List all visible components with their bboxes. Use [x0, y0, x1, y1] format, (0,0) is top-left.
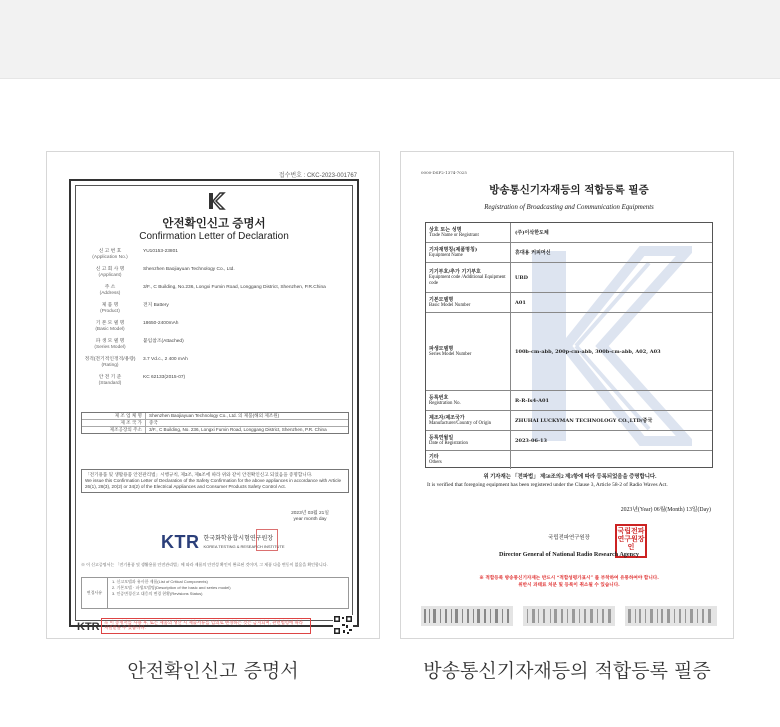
doc-number: 접수번호 : CKC-2023-001767	[278, 173, 357, 179]
manufacturer-row: 제 조 국 가 중국	[82, 420, 348, 427]
official-seal-icon	[256, 529, 278, 551]
field-row: 주 소 (Address) 3/F., C Building, No.236, Longxi Fumin Road, Longgang District, Shenzhen, P.R.China	[99, 285, 326, 296]
safety-certificate-card[interactable]	[46, 151, 380, 639]
barcode-icon	[625, 606, 717, 626]
manufacturer-row: 제조공장의 주소 3/F., C Building, No. 236, Longxi Fumin Road, Longgang District, Shenzhen, P.R. China	[82, 427, 348, 433]
field-row: 제 품 명 (Product) 전지 Battery	[100, 303, 169, 314]
field-row: 신 고 번 호 (Application No.) YU10153-23801	[92, 249, 178, 260]
barcode-icon	[523, 606, 615, 626]
footnote: ※ 이 신고증명서는 「전기용품 및 생활용품 안전관리법」에 따라 제품의 안전성 확인이 완료된 것이며, 그 제품 다음 변동이 없음을 확인합니다.	[81, 562, 328, 567]
caption-safety-certificate: 안전확인신고 증명서	[127, 660, 299, 682]
barcode-strip	[421, 606, 717, 628]
field-row: 기 본 모 델 명 (Basic Model) 18650-2400mAh	[95, 321, 179, 332]
barcode-icon	[421, 606, 513, 626]
table-row: 등록연월일 Date of Registration 2023-06-13	[426, 431, 712, 451]
field-row: 신 고 회 사 명 (Applicant) Shenzhen Baojiayuan Technology Co., Ltd.	[95, 267, 235, 278]
table-row: 파생모델명 Series Model Number 100b-cm-abb, 200p-cm-abb, 300b-cm-abb, A02, A03	[426, 313, 712, 391]
title-korean: 방송통신기자재등의 적합등록 필증	[489, 184, 649, 196]
table-row: 기기부호/추가 기기부호 Equipment code /Additional Equipment code UBD	[426, 263, 712, 293]
title-english: Registration of Broadcasting and Communication Equipments	[484, 204, 654, 211]
field-row: 정격(전기적인정격/용량) (Rating) 3.7 Vd.c., 2 400 mAh	[84, 357, 188, 368]
top-band	[0, 0, 780, 79]
revision-box: 변경사유 1. 신고모델과 유사한 제품(List of Critical Components) 2. 기본모델 · 파생모델명(Description of the basic and series model) 3. 인증변경신고 대응의 변경 현황(Revisions Status)	[81, 577, 349, 609]
table-row: 등록번호 Registration No. R-R-Is4-A01	[426, 391, 712, 411]
application-fields	[81, 249, 349, 393]
manufacturer-row: 제 조 업 체 명 Shenzhen Baojiayuan Technology Co., Ltd. 의 제품(해외 제조원)	[82, 413, 348, 420]
title-english: Confirmation Letter of Declaration	[139, 231, 289, 242]
issuer-english: Director General of National Radio Research Agency	[499, 551, 639, 558]
warning-notice: ※ 이 증명서를 사용 후, 또는 제품의 생산 시 제출서류를 임의로 변경하는 것은 금지되며, 관련법령에 따라 처벌받을 수 있습니다.	[101, 618, 311, 634]
ktr-footer-logo: KTR	[77, 621, 100, 633]
official-seal-icon: 국립전파연구원장인	[615, 524, 647, 558]
issuer-korean: 국립전파연구원장	[548, 535, 590, 541]
table-row: 기본모델명 Basic Model Number A01	[426, 293, 712, 313]
table-row: 기타 Others	[426, 451, 712, 469]
kc-mark-icon	[204, 190, 226, 212]
qr-code-icon	[333, 615, 353, 635]
registration-certificate-card[interactable]	[400, 151, 734, 639]
field-row: 파 생 모 델 명 (Series Model) 붙임참조(Attached)	[94, 339, 184, 350]
registration-statement: 위 기자재는 「전파법」 제58조의2 제3항에 따라 등록되었음을 증명합니다. It is verified that foregoing equipment has been registered under the Clause 3, Article 58-2 of Radio Waves Act.	[427, 474, 668, 488]
caption-registration-certificate: 방송통신기자재등의 적합등록 필증	[423, 660, 711, 682]
title-korean: 안전확인신고 증명서	[162, 218, 266, 230]
footer-strip	[71, 613, 361, 637]
manufacturer-box	[81, 412, 349, 434]
table-row: 기자재명칭(제품명칭) Equipment Name 휴대용 커피머신	[426, 243, 712, 263]
registration-date: 2023년(Year) 06월(Month) 13일(Day)	[620, 507, 711, 513]
certificate-frame	[69, 179, 359, 633]
table-row: 상호 또는 성명 Trade Name or Registrant (주)이삭한도체	[426, 223, 712, 243]
registration-table	[425, 222, 713, 468]
issue-date: 2023년 03월 21일 year month day	[291, 511, 329, 522]
doc-code: 0000-DSF2-1374-7025	[421, 170, 467, 175]
warning-notice: ※ 적합등록 방송통신기자재는 반드시 “적합성평가표시” 를 부착하여 유통하여야 합니다. 위반시 과태료 처분 및 등록이 취소될 수 있습니다.	[479, 576, 659, 588]
ktr-issuer: KTR 한국화학융합시험연구원장 KOREA TESTING & RESEARCH INSTITUTE	[161, 532, 285, 552]
field-row: 안 전 기 준 (Standard) KC 62133(2015-07)	[98, 375, 186, 386]
ktr-logo: KTR	[161, 532, 200, 552]
table-row: 제조자/제조국가 Manufacturer/Country of Origin ZHUHAI LUCKYMAN TECHNOLOGY CO.,LTD/중국	[426, 411, 712, 431]
registration-certificate-document	[421, 170, 717, 628]
declaration-statement: 「전기용품 및 생활용품 안전관리법」시행규칙, 제3조, 제6조에 따라 위와 같이 안전확인신고 되었음을 증명합니다. We issue this Confirmation Letter of Declaration of the Safety Confirmation for the above appliances in accordance with Article 26(1), 28(3), 20(2) or 34(2) of the Electrical Appliances and Consumer Products Safety Control Act.	[81, 469, 349, 493]
safety-certificate-document	[69, 170, 359, 633]
